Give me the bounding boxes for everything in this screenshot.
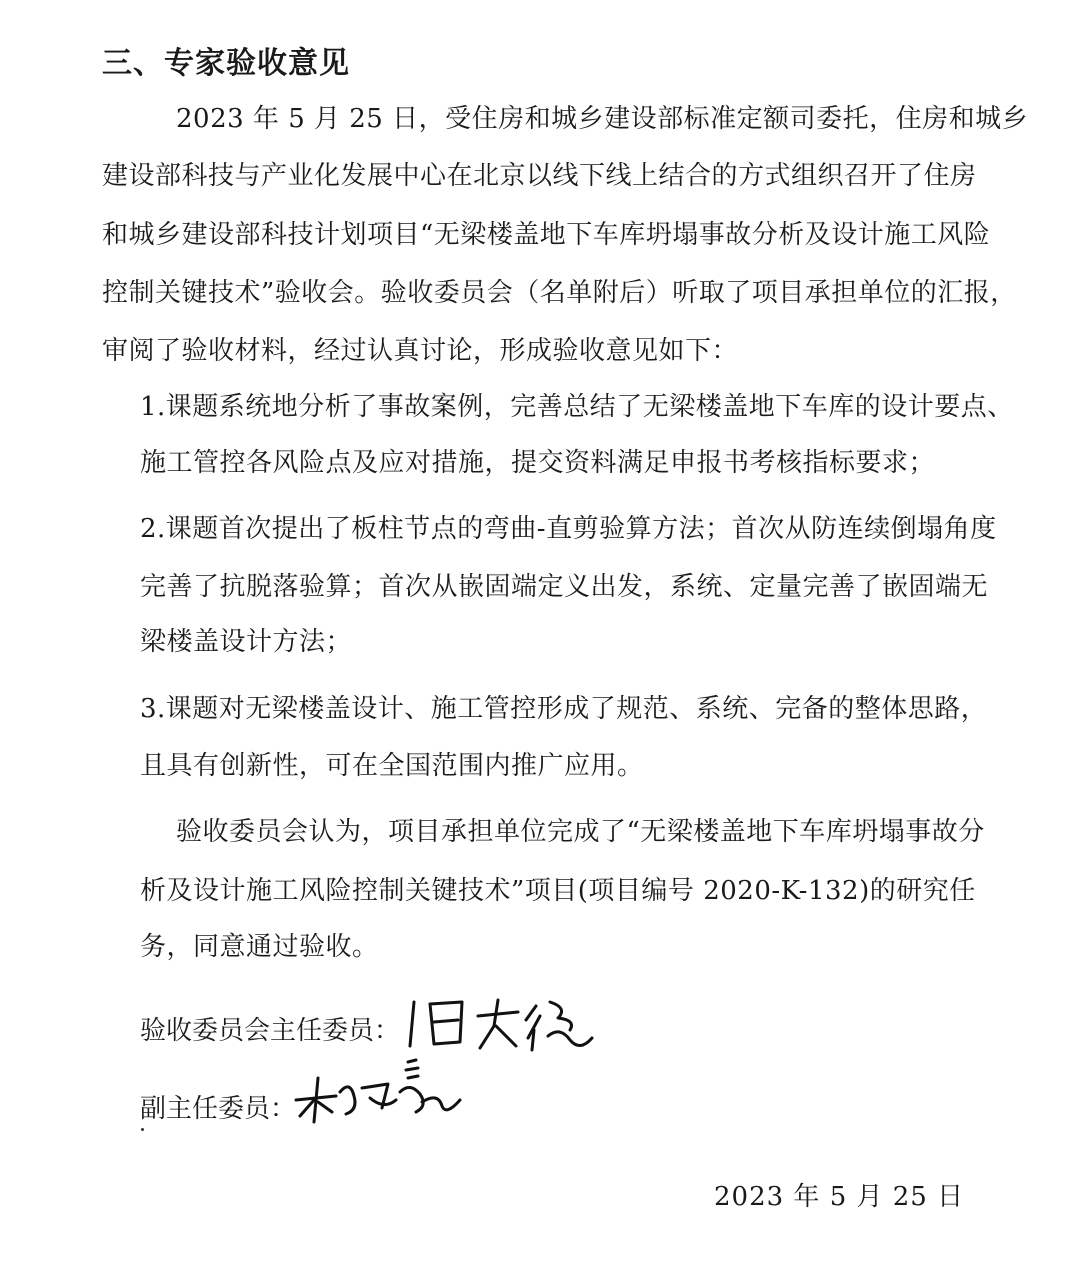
item2-line: 完善了抗脱落验算；首次从嵌固端定义出发，系统、定量完善了嵌固端无 [140, 572, 989, 602]
document-date: 2023 年 5 月 25 日 [714, 1182, 965, 1212]
section-heading: 三、专家验收意见 [102, 46, 350, 81]
item1-line: 1.课题系统地分析了事故案例，完善总结了无梁楼盖地下车库的设计要点、 [140, 392, 1014, 422]
vice-chair-label: 副主任委员： [140, 1094, 297, 1124]
chair-label: 验收委员会主任委员： [140, 1016, 401, 1046]
paragraph1-line: 和城乡建设部科技计划项目“无梁楼盖地下车库坍塌事故分析及设计施工风险 [102, 220, 991, 250]
paragraph1-line: 审阅了验收材料，经过认真讨论，形成验收意见如下： [102, 336, 739, 366]
paragraph1-line: 2023 年 5 月 25 日，受住房和城乡建设部标准定额司委托，住房和城乡 [176, 104, 1029, 134]
item2-line: 梁楼盖设计方法； [140, 627, 353, 657]
conclusion-line: 验收委员会认为，项目承担单位完成了“无梁楼盖地下车库坍塌事故分 [176, 817, 985, 847]
conclusion-line: 析及设计施工风险控制关键技术”项目(项目编号 2020-K-132)的研究任 [140, 876, 976, 906]
item3-line: 且具有创新性，可在全国范围内推广应用。 [140, 751, 644, 781]
item1-line: 施工管控各风险点及应对措施，提交资料满足申报书考核指标要求； [140, 448, 936, 478]
scan-mark [141, 1128, 144, 1131]
item3-line: 3.课题对无梁楼盖设计、施工管控形成了规范、系统、完备的整体思路， [140, 694, 988, 724]
paragraph1-line: 控制关键技术”验收会。验收委员会（名单附后）听取了项目承担单位的汇报， [102, 278, 1017, 308]
chair-signature [400, 990, 600, 1060]
conclusion-line: 务，同意通过验收。 [140, 932, 379, 962]
item2-line: 2.课题首次提出了板柱节点的弯曲-直剪验算方法；首次从防连续倒塌角度 [140, 514, 997, 544]
vice-chair-signature [292, 1052, 467, 1127]
paragraph1-line: 建设部科技与产业化发展中心在北京以线下线上结合的方式组织召开了住房 [102, 161, 977, 191]
